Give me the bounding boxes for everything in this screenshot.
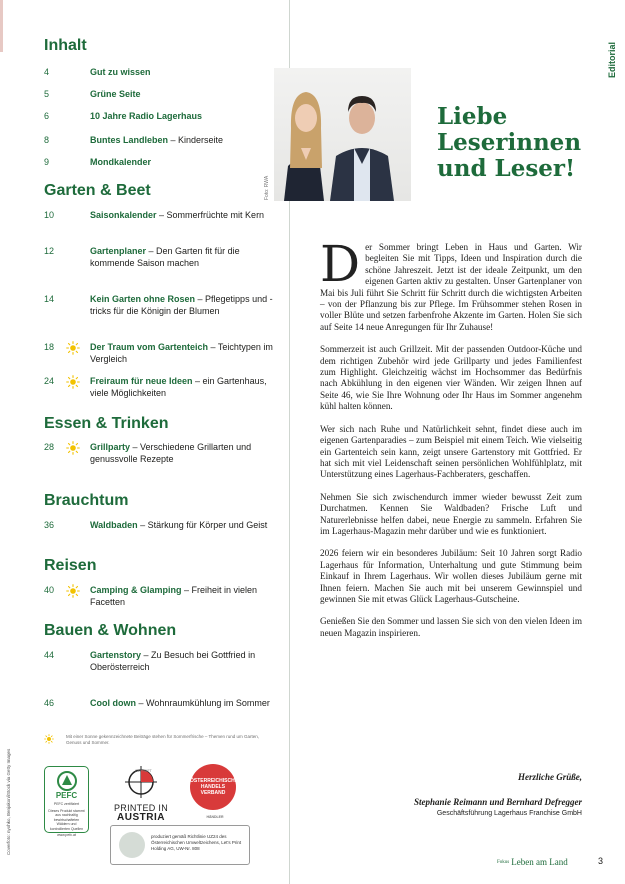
toc-entry-title: Gut zu wissen [90,67,151,77]
paragraph: Genießen Sie den Sommer und lassen Sie sich von den vielen Ideen im neuen Magazin inspirieren. [320,616,582,638]
toc-entry-subtitle: – Den Garten fit für die kommende Saison machen [90,246,240,268]
umweltzeichen-text: produziert gemäß Richtlinie UZ24 des Österreichischen Umweltzeichens, Let's Print Holding AG, UW-Nr. 808 [151,834,242,851]
toc-entry-title: Saisonkalender [90,210,157,220]
page-number: 3 [598,856,604,866]
sun-icon [66,441,80,455]
toc-entry-title: Der Traum vom Gartenteich [90,342,209,352]
paragraph [320,235,582,333]
toc-entry-title: Camping & Glamping [90,585,182,595]
pefc-sub: PEFC zertifiziert [53,802,80,806]
toc-page-number: 9 [44,157,50,167]
toc-entry-text [90,650,285,673]
section-essen: Essen & Trinken [44,415,169,432]
toc-entry-subtitle: – Wohnraumkühlung im Sommer [136,698,270,708]
editorial-body [320,235,582,650]
toc-entry-text [90,111,285,123]
paragraph: Sommerzeit ist auch Grillzeit. Mit der passenden Outdoor-Küche und dem richtigen Zubehör wird jede Grillparty und jedes Familienfest zum Highlight. Gleichzeitig wächst im Hochsommer das Bedürfnis nach Abkühlung in den eigenen vier Wänden. Wir zeigen Ihnen auf Seite 46, wie Sie Ihre Wohnung oder Ihr Haus im Sommer angenehm kühl halten können. [320,344,582,412]
toc-page-number: 14 [44,294,55,304]
pefc-badge [44,766,89,837]
toc-page-number: 40 [44,585,55,595]
toc-entry-text [90,698,285,710]
handels-text: ÖSTERREICHISCHER HANDELS VERBAND [190,778,242,796]
printed-line1: PRINTED IN [113,803,168,813]
toc-page-number: 5 [44,89,50,99]
toc-page-number: 36 [44,520,55,530]
handels-sub: HÄNDLER [206,815,224,819]
pefc-tree-icon [56,771,78,791]
toc-page-number: 18 [44,342,55,352]
toc-entry-subtitle: – Zu Besuch bei Gottfried in Oberösterreich [90,650,256,672]
toc-page-number: 4 [44,67,50,77]
toc-entry-title: Mondkalender [90,157,152,167]
handelsverband-badge [190,764,242,819]
paragraph: Nehmen Sie sich zwischendurch immer wieder bewusst Zeit zum Durchatmen. Kennen Sie Waldbaden? Frische Luft und Naturerlebnisse helfen dabei, neue Energie zu sammeln. Erfahren Sie im Lagerhaus-Magazin mehr darüber und wie es funktioniert. [320,491,582,536]
toc-page-number: 8 [44,135,50,145]
section-brauchtum: Brauchtum [44,492,129,509]
portrait-illustration [274,68,411,201]
umweltzeichen-icon [119,832,145,858]
toc-page-number: 24 [44,376,55,386]
pefc-url: www.pefc.at [57,833,76,837]
toc-page-number: 28 [44,442,55,452]
signers-role: Geschäftsführung Lagerhaus Franchise GmbH [436,810,582,817]
toc-entry-title: Waldbaden [90,520,138,530]
section-reisen: Reisen [44,557,97,574]
toc-entry-text [90,89,285,101]
dropcap: D [320,235,361,293]
toc-entry-text [90,135,285,147]
toc-entry-text [90,210,285,222]
toc-entry-text [90,520,285,532]
toc-entry-title: Cool down [90,698,136,708]
toc-entry-text [90,342,285,365]
toc-page-number: 6 [44,111,50,121]
toc-page-number: 12 [44,246,55,256]
toc-entry-text [90,294,285,317]
magazine-prefix: Fokus [497,860,510,865]
toc-page-number: 10 [44,210,55,220]
editorial-headline: Liebe Leserinnen und Leser! [437,103,582,182]
toc-entry-title: Gartenplaner [90,246,147,256]
cover-photo-credit: Coverfoto: nyohko, Benjakon/iStock via Getty Images [6,748,11,855]
printed-line2: AUSTRIA [117,812,165,823]
sun-icon [66,375,80,389]
greeting: Herzliche Grüße, [518,772,582,782]
paragraph: Wer sich nach Ruhe und Natürlichkeit sehnt, findet diese auch im eigenen Gartenparadies – zum Beispiel mit einem Teich. Wie vielseitig ein Gartenteich sein kann, zeigt unsere Gartenstory mit Gottfried. Er hat sich mit viel Leidenschaft seinen persönlichen Wohlfühlplatz, mit Unterstützung eines Lagerhaus-Fachberaters, geschaffen. [320,423,582,480]
toc-entry-subtitle: – Kinderseite [168,135,224,145]
signers: Stephanie Reimann und Bernhard Defregger [413,797,582,807]
toc-entry-text [90,246,285,269]
pefc-text: Dieses Produkt stammt aus nachhaltig bewirtschafteten Wäldern und kontrollierten Quellen [48,808,85,831]
sun-icon [44,734,54,744]
sun-footnote: Mit einer Sonne gekennzeichnete Beiträge stehen für Sommerfrische – Themen rund um Garten, Genuss und Sommer. [66,734,260,745]
toc-entry-title: Gartenstory [90,650,142,660]
toc-entry-text [90,157,285,169]
toc-entry-subtitle: – Sommerfrüchte mit Kern [156,210,265,220]
toc-page-number: 46 [44,698,55,708]
toc-entry-subtitle: – ein Gartenhaus, viele Möglichkeiten [90,376,267,398]
printed-small-label: GEPRÜFT [135,769,152,773]
toc-entry-title: 10 Jahre Radio Lagerhaus [90,111,203,121]
toc-entry-subtitle: – Teichtypen im Vergleich [90,342,273,364]
printed-in-austria-badge [108,766,174,823]
magazine-title: Leben am Land [511,857,568,867]
toc-entry-title: Kein Garten ohne Rosen [90,294,196,304]
toc-entry-subtitle: – Pflegetipps und -tricks für die Königin der Blumen [90,294,273,316]
sun-icon [66,584,80,598]
toc-entry-text [90,67,285,79]
sun-icon [66,341,80,355]
toc-entry-title: Grillparty [90,442,131,452]
toc-entry-title: Grüne Seite [90,89,141,99]
umweltzeichen-box [110,825,250,865]
toc-title: Inhalt [44,37,87,54]
toc-entry-text [90,376,285,399]
paragraph-text: er Sommer bringt Leben in Haus und Garten. Wir begleiten Sie mit Tipps, Ideen und Inspiration durch die schöne Jahreszeit. Jetzt ist der ideale Zeitpunkt, um den eigenen Garten aktiv zu gestalten. Unser Gartenplaner von Mai bis Juli führt Sie Schritt für Schritt durch die wichtigsten Arbeiten – von der Pflanzung bis zur Pflege. Im Frühsommer stehen Rosen in voller Blüte und setzen farbenfrohe Akzente im Garten. Holen Sie sich auf Seite 14 neue Anregungen für Ihr Zuhause! [320,242,582,332]
toc-entry-subtitle: – Stärkung für Körper und Geist [137,520,268,530]
toc-page-number: 44 [44,650,55,660]
magazine-name [497,857,568,867]
toc-entry-text [90,442,285,465]
toc-entry-title: Buntes Landleben [90,135,169,145]
photo-credit: Foto: RWA [264,175,270,200]
paragraph: 2026 feiern wir ein besonderes Jubiläum: Seit 10 Jahren sorgt Radio Lagerhaus für Information, Unterhaltung und gute Stimmung beim Einkauf in Ihrem Lagerhaus. Wir wollen dieses Jubiläum gerne mit Ihnen feiern. Machen Sie auch mit bei unserem Gewinnspiel und gewinnen Sie mit etwas Glück Lagerhaus-Gutscheine. [320,548,582,604]
section-garten: Garten & Beet [44,182,151,199]
editorial-label: Editorial [607,41,617,78]
toc-entry-subtitle: – Verschiedene Grillarten und genussvolle Rezepte [90,442,252,464]
section-bauen: Bauen & Wohnen [44,622,177,639]
toc-entry-title: Freiraum für neue Ideen [90,376,193,386]
editorial-photo [274,68,411,201]
pefc-logo-text: PEFC [55,791,78,800]
top-edge-mark [0,0,3,52]
toc-entry-text [90,585,285,608]
toc-entry-subtitle: – Freiheit in vielen Facetten [90,585,258,607]
